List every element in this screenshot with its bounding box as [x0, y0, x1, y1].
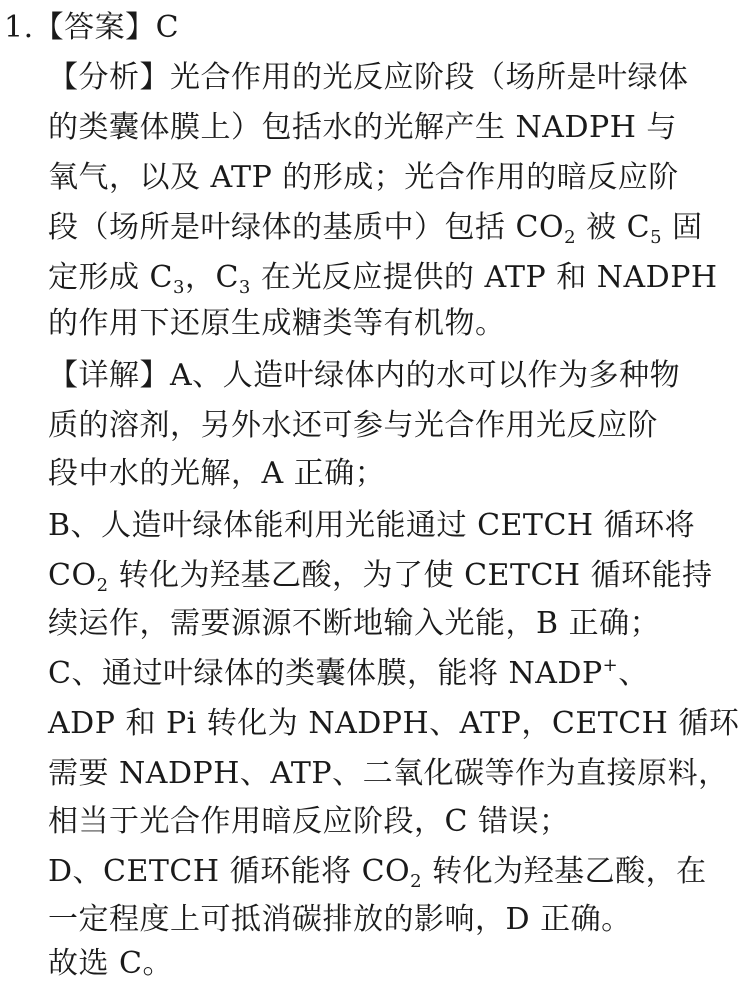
detail-line-1 — [48, 356, 680, 396]
analysis-line-4 — [48, 208, 703, 248]
detail-text: 段中水的光解，A 正确； — [48, 456, 386, 491]
detail-text: 转化为羟基乙酸，在 — [432, 854, 707, 889]
conclusion-line — [48, 944, 173, 984]
analysis-line-2 — [48, 108, 677, 148]
detail-text: ADP 和 Pi 转化为 NADPH、ATP，CETCH 循环 — [48, 706, 739, 741]
analysis-text: 段（场所是叶绿体的基质中）包括 CO — [48, 210, 565, 245]
detail-text: 需要 NADPH、ATP、二氧化碳等作为直接原料， — [48, 756, 729, 791]
analysis-tag: 【分析】 — [48, 60, 170, 95]
question-number: 1. — [4, 10, 34, 45]
conclusion-text: 故选 C。 — [48, 946, 173, 981]
detail-text: 一定程度上可抵消碳排放的影响，D 正确。 — [48, 902, 632, 937]
detail-text: CO — [48, 558, 97, 593]
detail-line-3 — [48, 454, 385, 494]
detail-text: B、人造叶绿体能利用光能通过 CETCH 循环将 — [48, 508, 696, 543]
detail-line-7 — [48, 654, 649, 694]
detail-text: 转化为羟基乙酸，为了使 CETCH 循环能持 — [118, 558, 713, 593]
analysis-text: 氧气，以及 ATP 的形成；光合作用的暗反应阶 — [48, 160, 679, 195]
subscript: 5 — [650, 227, 663, 248]
detail-text: 质的溶剂，另外水还可参与光合作用光反应阶 — [48, 408, 658, 443]
analysis-text: 固 — [672, 210, 703, 245]
analysis-line-1 — [48, 58, 689, 98]
detail-line-5 — [48, 556, 713, 596]
analysis-text: 光合作用的光反应阶段（场所是叶绿体 — [170, 60, 689, 95]
analysis-text: 的作用下还原生成糖类等有机物。 — [48, 306, 506, 341]
analysis-text: 被 C — [586, 210, 651, 245]
answer-value: C — [155, 10, 180, 45]
detail-text: D、CETCH 循环能将 CO — [48, 854, 411, 889]
subscript: 3 — [238, 277, 251, 298]
answer-tag: 【答案】 — [33, 10, 156, 45]
analysis-text: 在光反应提供的 ATP 和 NADPH — [260, 260, 718, 295]
detail-line-8 — [48, 704, 739, 744]
detail-line-11 — [48, 852, 707, 892]
analysis-text: 的类囊体膜上）包括水的光解产生 NADPH 与 — [48, 110, 677, 145]
detail-text: 续运作，需要源源不断地输入光能，B 正确； — [48, 606, 661, 641]
subscript: 3 — [173, 277, 185, 298]
subscript: 2 — [410, 871, 423, 892]
analysis-line-6 — [48, 304, 506, 344]
detail-line-6 — [48, 604, 660, 644]
detail-line-9 — [48, 754, 729, 794]
analysis-text: 定形成 C — [48, 260, 173, 295]
subscript: 2 — [96, 575, 109, 596]
superscript: + — [602, 655, 619, 676]
subscript: 2 — [564, 227, 577, 248]
detail-text: C、通过叶绿体的类囊体膜，能将 NADP — [48, 656, 603, 691]
analysis-line-3 — [48, 158, 679, 198]
detail-line-2 — [48, 406, 658, 446]
answer-line — [4, 8, 179, 48]
detail-tag: 【详解】 — [48, 358, 170, 393]
analysis-line-5 — [48, 258, 718, 298]
detail-line-12 — [48, 900, 632, 940]
detail-text: 相当于光合作用暗反应阶段，C 错误； — [48, 804, 570, 839]
detail-text: A、人造叶绿体内的水可以作为多种物 — [170, 358, 681, 393]
analysis-text: ，C — [184, 260, 239, 295]
detail-text: 、 — [618, 656, 649, 691]
detail-line-4 — [48, 506, 695, 546]
detail-line-10 — [48, 802, 570, 842]
